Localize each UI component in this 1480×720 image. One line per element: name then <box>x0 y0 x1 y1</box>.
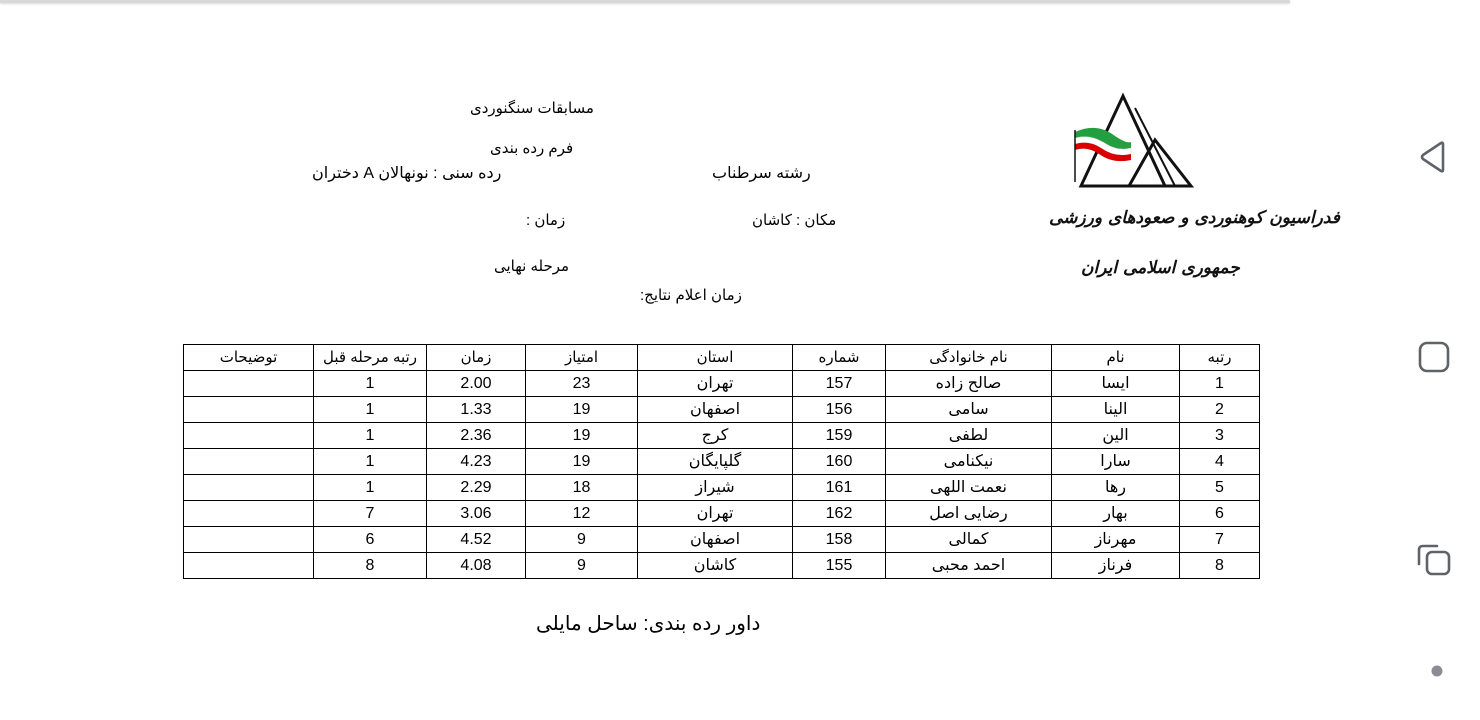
cell-last-name: کمالی <box>886 527 1052 553</box>
cell-prev-rank: 8 <box>314 553 427 579</box>
competition-title: مسابقات سنگنوردی <box>470 100 594 117</box>
cell-time: 1.33 <box>427 397 526 423</box>
cell-prev-rank: 1 <box>314 423 427 449</box>
location-label: مکان : کاشان <box>752 212 837 229</box>
cell-notes <box>184 449 314 475</box>
header-last-name: نام خانوادگی <box>886 345 1052 371</box>
cell-rank: 4 <box>1180 449 1260 475</box>
federation-logo <box>1045 90 1340 295</box>
cell-number: 157 <box>793 371 886 397</box>
cell-first-name: مهرناز <box>1052 527 1180 553</box>
cell-province: شیراز <box>638 475 793 501</box>
cell-rank: 1 <box>1180 371 1260 397</box>
cell-prev-rank: 1 <box>314 371 427 397</box>
cell-notes <box>184 475 314 501</box>
header-time: زمان <box>427 345 526 371</box>
cell-last-name: رضایی اصل <box>886 501 1052 527</box>
cell-notes <box>184 371 314 397</box>
cell-number: 155 <box>793 553 886 579</box>
table-row <box>184 449 1260 475</box>
table-row <box>184 475 1260 501</box>
cell-first-name: ایسا <box>1052 371 1180 397</box>
cell-time: 2.36 <box>427 423 526 449</box>
header-province: استان <box>638 345 793 371</box>
cell-last-name: نیکنامی <box>886 449 1052 475</box>
cell-prev-rank: 1 <box>314 397 427 423</box>
cell-score: 19 <box>526 423 638 449</box>
cell-number: 160 <box>793 449 886 475</box>
cell-score: 18 <box>526 475 638 501</box>
results-time-label: زمان اعلام نتایج: <box>640 287 742 304</box>
cell-time: 4.08 <box>427 553 526 579</box>
home-icon[interactable] <box>1415 338 1453 376</box>
cell-number: 156 <box>793 397 886 423</box>
table-row <box>184 423 1260 449</box>
cell-prev-rank: 1 <box>314 449 427 475</box>
logo-text-line1: فدراسیون کوهنوردی و صعودهای ورزشی <box>1049 208 1340 228</box>
cell-rank: 3 <box>1180 423 1260 449</box>
cell-score: 19 <box>526 449 638 475</box>
cell-score: 19 <box>526 397 638 423</box>
cell-notes <box>184 527 314 553</box>
logo-text-line2: جمهوری اسلامی ایران <box>1081 258 1240 278</box>
cell-last-name: احمد محبی <box>886 553 1052 579</box>
dot-icon <box>1430 664 1444 678</box>
cell-number: 162 <box>793 501 886 527</box>
back-icon[interactable] <box>1415 138 1453 176</box>
form-title: فرم رده بندی <box>490 140 574 157</box>
cell-score: 12 <box>526 501 638 527</box>
cell-first-name: رها <box>1052 475 1180 501</box>
cell-last-name: صالح زاده <box>886 371 1052 397</box>
cell-notes <box>184 553 314 579</box>
cell-number: 159 <box>793 423 886 449</box>
cell-province: کرج <box>638 423 793 449</box>
cell-rank: 7 <box>1180 527 1260 553</box>
cell-first-name: الینا <box>1052 397 1180 423</box>
header-prev-rank: رتبه مرحله قبل <box>314 345 427 371</box>
header-number: شماره <box>793 345 886 371</box>
cell-number: 158 <box>793 527 886 553</box>
cell-prev-rank: 6 <box>314 527 427 553</box>
header-rank: رتبه <box>1180 345 1260 371</box>
cell-first-name: سارا <box>1052 449 1180 475</box>
cell-province: گلپایگان <box>638 449 793 475</box>
table-row <box>184 371 1260 397</box>
cell-prev-rank: 7 <box>314 501 427 527</box>
cell-province: تهران <box>638 371 793 397</box>
cell-province: اصفهان <box>638 527 793 553</box>
table-row <box>184 501 1260 527</box>
cell-rank: 2 <box>1180 397 1260 423</box>
age-group-label: رده سنی : نونهالان A دختران <box>312 165 502 182</box>
cell-score: 9 <box>526 553 638 579</box>
table-header-row <box>184 345 1260 371</box>
cell-time: 3.06 <box>427 501 526 527</box>
header-score: امتیاز <box>526 345 638 371</box>
table-row <box>184 553 1260 579</box>
cell-rank: 6 <box>1180 501 1260 527</box>
cell-first-name: فرناز <box>1052 553 1180 579</box>
cell-score: 9 <box>526 527 638 553</box>
cell-number: 161 <box>793 475 886 501</box>
cell-time: 2.29 <box>427 475 526 501</box>
cell-time: 4.52 <box>427 527 526 553</box>
stage-label: مرحله نهایی <box>494 258 570 275</box>
time-label: زمان : <box>526 212 566 229</box>
cell-province: کاشان <box>638 553 793 579</box>
cell-first-name: الین <box>1052 423 1180 449</box>
header-first-name: نام <box>1052 345 1180 371</box>
cell-time: 2.00 <box>427 371 526 397</box>
cell-province: اصفهان <box>638 397 793 423</box>
cell-time: 4.23 <box>427 449 526 475</box>
recent-apps-icon[interactable] <box>1413 538 1455 580</box>
cell-province: تهران <box>638 501 793 527</box>
cell-notes <box>184 423 314 449</box>
cell-last-name: نعمت اللهی <box>886 475 1052 501</box>
table-row <box>184 397 1260 423</box>
discipline-label: رشته سرطناب <box>712 165 811 182</box>
cell-score: 23 <box>526 371 638 397</box>
cell-rank: 8 <box>1180 553 1260 579</box>
cell-prev-rank: 1 <box>314 475 427 501</box>
cell-notes <box>184 397 314 423</box>
cell-notes <box>184 501 314 527</box>
cell-first-name: بهار <box>1052 501 1180 527</box>
cell-last-name: لطفی <box>886 423 1052 449</box>
table-row <box>184 527 1260 553</box>
cell-last-name: سامی <box>886 397 1052 423</box>
header-notes: توضیحات <box>184 345 314 371</box>
judge-label: داور رده بندی: ساحل مایلی <box>536 613 761 635</box>
cell-rank: 5 <box>1180 475 1260 501</box>
results-table <box>183 344 1260 579</box>
